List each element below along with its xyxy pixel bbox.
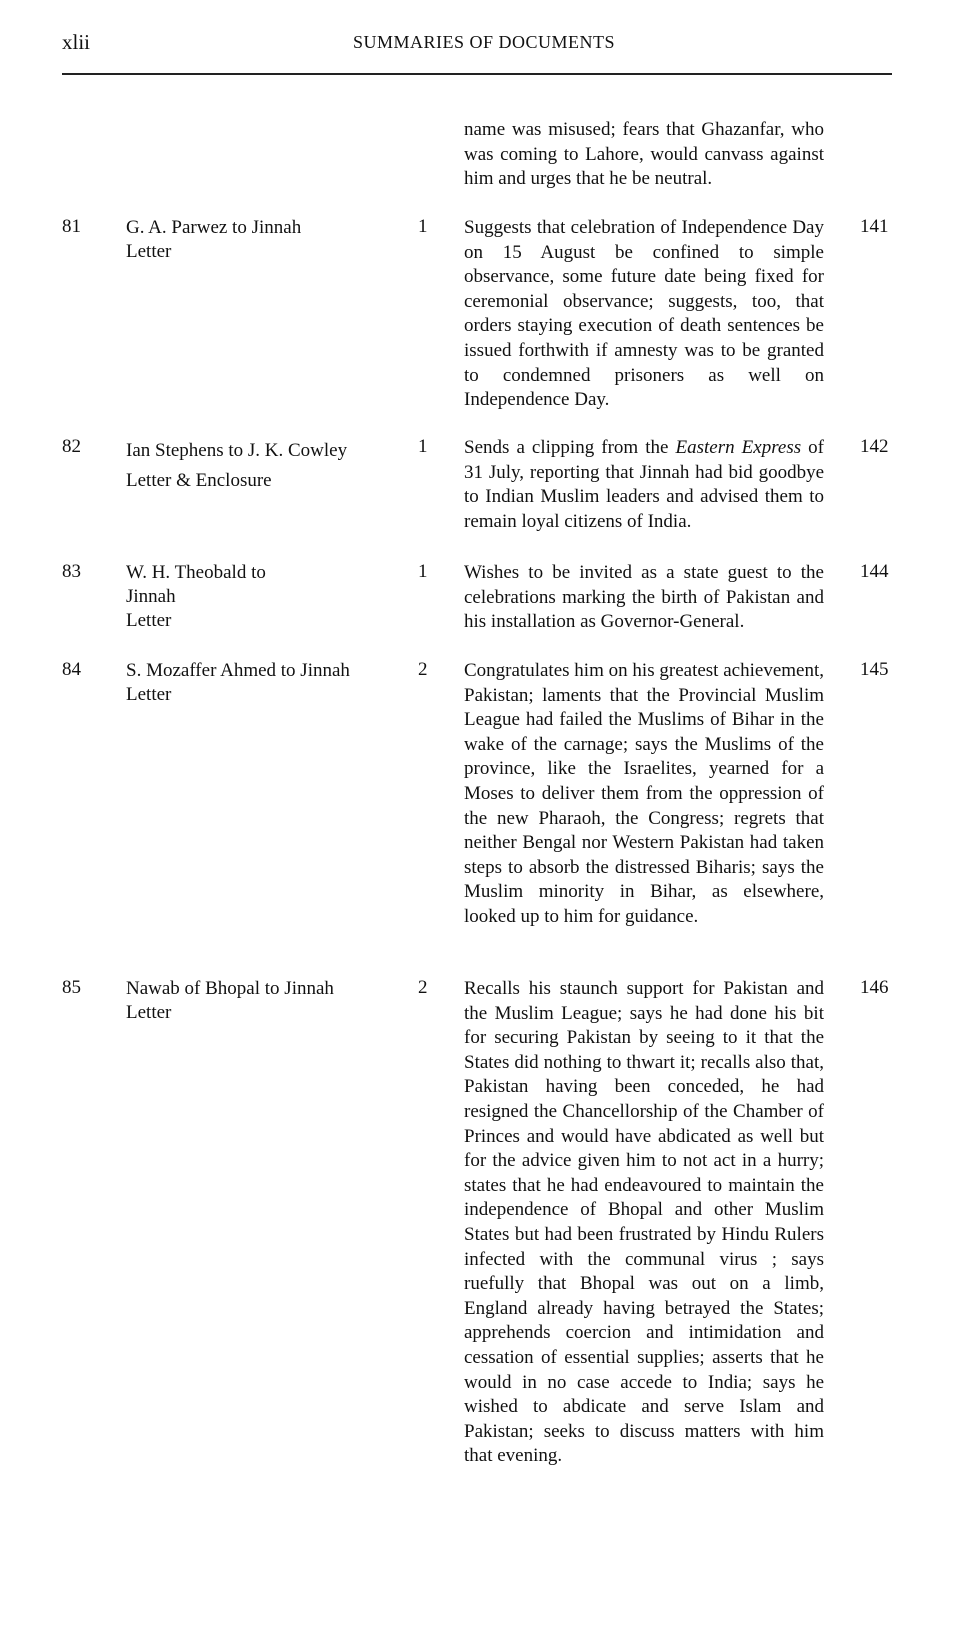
- document-number: 141: [860, 216, 889, 237]
- entry-number: 83: [62, 561, 81, 582]
- summary-text: Sends a clipping from the: [464, 437, 676, 458]
- from-line: W. H. Theobald to: [126, 562, 266, 583]
- continuation-text: name was misused; fears that Ghazanfar, who was coming to Lahore, would canvass against him and urges that he be neutral.: [464, 119, 824, 190]
- document-type: Letter: [126, 684, 172, 705]
- from-line: Ian Stephens to J. K. Cowley: [126, 440, 348, 461]
- document-type: Letter: [126, 241, 172, 262]
- page-count: 2: [418, 659, 428, 680]
- entry-number: 82: [62, 436, 81, 457]
- from-line: Jinnah: [126, 586, 176, 607]
- entry-summary: Suggests that celebration of Independence Day on 15 August be confined to simple observance, some future date being fixed for ceremonial observance; suggests, too, that orders staying execution of death sentences be issued forthwith if amnesty was to be granted to condemned prisoners as well on Independence Day.: [464, 217, 824, 411]
- entry-summary: Recalls his staunch support for Pakistan and the Muslim League; says he had done his bit for securing Pakistan by seeing to it that the States did nothing to thwart it; recalls also that, Pakistan having been conceded, he had resigned the Chancellorship of the Chamber of Princes and would have abdicated as well but for the advice given him to not act in a hurry; states that he had endeavoured to maintain the independence of Bhopal and other Muslim States but had been frustrated by Hindu Rulers infected with the communal virus ; says ruefully that Bhopal was out on a limb, England already having betrayed the States; apprehends coercion and intimidation and cessation of essential supplies; asserts that he would in no case accede to India; says he wished to abdicate and serve Islam and Pakistan; seeks to discuss matters with him that evening.: [464, 978, 824, 1467]
- from-line: Nawab of Bhopal to Jinnah: [126, 978, 334, 999]
- page-count: 2: [418, 977, 428, 998]
- from-line: G. A. Parwez to Jinnah: [126, 217, 302, 238]
- entry-correspondents: [126, 561, 396, 633]
- document-number: 146: [860, 977, 889, 998]
- page-header: [0, 30, 968, 60]
- entry-correspondents: [126, 216, 396, 264]
- running-title: SUMMARIES OF DOCUMENTS: [352, 32, 616, 52]
- entry-correspondents: [126, 436, 396, 496]
- entry-summary: Wishes to be invited as a state guest to the celebrations marking the birth of Pakistan and his installation as Governor-General.: [464, 562, 824, 633]
- page-count: 1: [418, 561, 428, 582]
- entry-summary: [464, 436, 824, 534]
- document-type: Letter: [126, 610, 172, 631]
- newspaper-title: Eastern Express: [675, 437, 802, 458]
- entry-number: 84: [62, 659, 81, 680]
- entry-summary: Congratulates him on his greatest achievement, Pakistan; laments that the Provincial Muslim League had failed the Muslims of Bihar in the wake of the carnage; says the Muslims of the province, like the Israelites, yearned for a Moses to deliver them from the oppression of the new Pharaoh, the Congress; regrets that neither Bengal nor Western Pakistan had taken steps to absorb the distressed Biharis; says the Muslim minority in Bihar, as elsewhere, looked up to him for guidance.: [464, 660, 824, 927]
- page-count: 1: [418, 216, 428, 237]
- document-number: 144: [860, 561, 889, 582]
- document-type: Letter: [126, 1002, 172, 1023]
- document-number: 145: [860, 659, 889, 680]
- from-line: S. Mozaffer Ahmed to Jinnah: [126, 660, 350, 681]
- entry-correspondents: [126, 659, 396, 707]
- entry-number: 85: [62, 977, 81, 998]
- document-number: 142: [860, 436, 889, 457]
- page-count: 1: [418, 436, 428, 457]
- page-folio: xlii: [62, 30, 91, 54]
- document-type: Letter & Enclosure: [126, 470, 272, 491]
- summary-text: of 31 July, reporting that Jinnah had bid goodbye to Indian Muslim leaders and advised them to remain loyal citizens of India.: [464, 437, 824, 532]
- entry-correspondents: [126, 977, 396, 1025]
- header-rule: [62, 73, 892, 75]
- entry-number: 81: [62, 216, 81, 237]
